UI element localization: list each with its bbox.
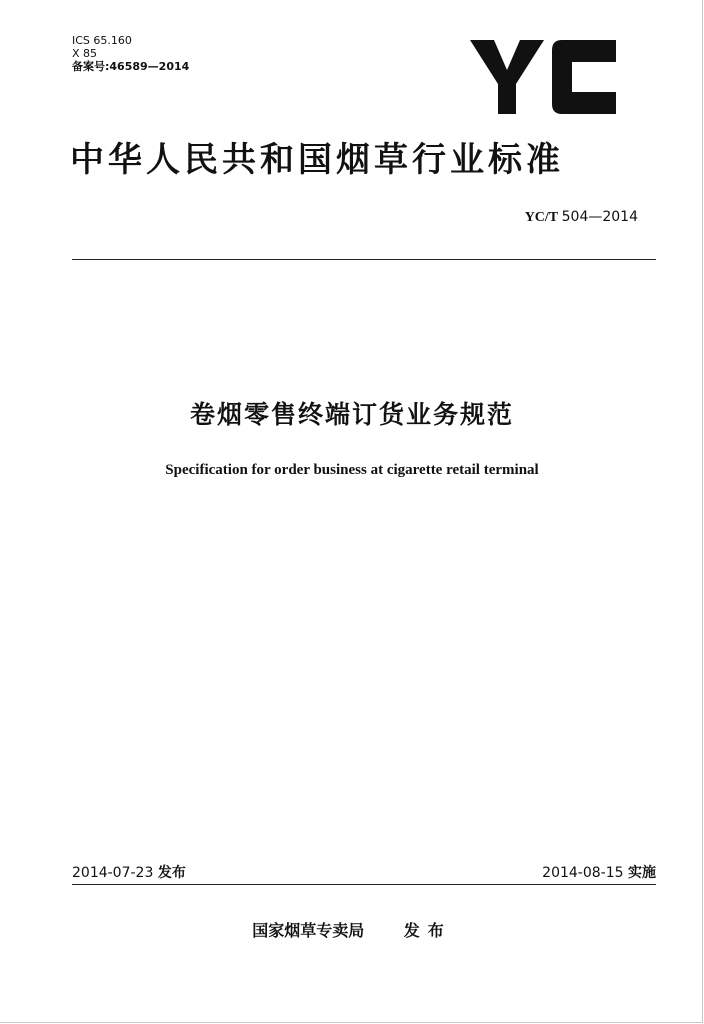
document-title: 卷烟零售终端订货业务规范 xyxy=(189,400,514,429)
yc-logo xyxy=(470,40,618,114)
classification-code: X 85 xyxy=(72,47,98,60)
issuer-organization: 国家烟草专卖局 xyxy=(252,921,365,940)
standard-number-value: 504—2014 xyxy=(561,209,638,225)
standard-number xyxy=(525,209,638,226)
implementation-label: 实施 xyxy=(628,865,656,881)
publish-date xyxy=(72,862,186,882)
industry-standard-title: 中华人民共和国烟草行业标准 xyxy=(70,140,564,180)
standard-code: YC/T xyxy=(524,210,559,225)
standard-metadata xyxy=(72,34,189,73)
header-divider xyxy=(72,259,656,260)
publish-date-value: 2014-07-23 xyxy=(72,865,154,881)
yc-logo-letter-y xyxy=(470,40,544,114)
issuer-action: 发布 xyxy=(403,921,452,940)
yc-logo-letter-c xyxy=(552,40,616,114)
document-english-title: Specification for order business at cigarette retail terminal xyxy=(165,462,539,478)
record-number: 备案号:46589—2014 xyxy=(72,60,190,73)
issuing-authority xyxy=(0,918,704,941)
publish-label: 发布 xyxy=(157,865,186,881)
implementation-date xyxy=(542,862,656,882)
ics-code: ICS 65.160 xyxy=(72,34,132,47)
implementation-date-value: 2014-08-15 xyxy=(542,865,624,881)
footer-divider xyxy=(72,884,656,885)
